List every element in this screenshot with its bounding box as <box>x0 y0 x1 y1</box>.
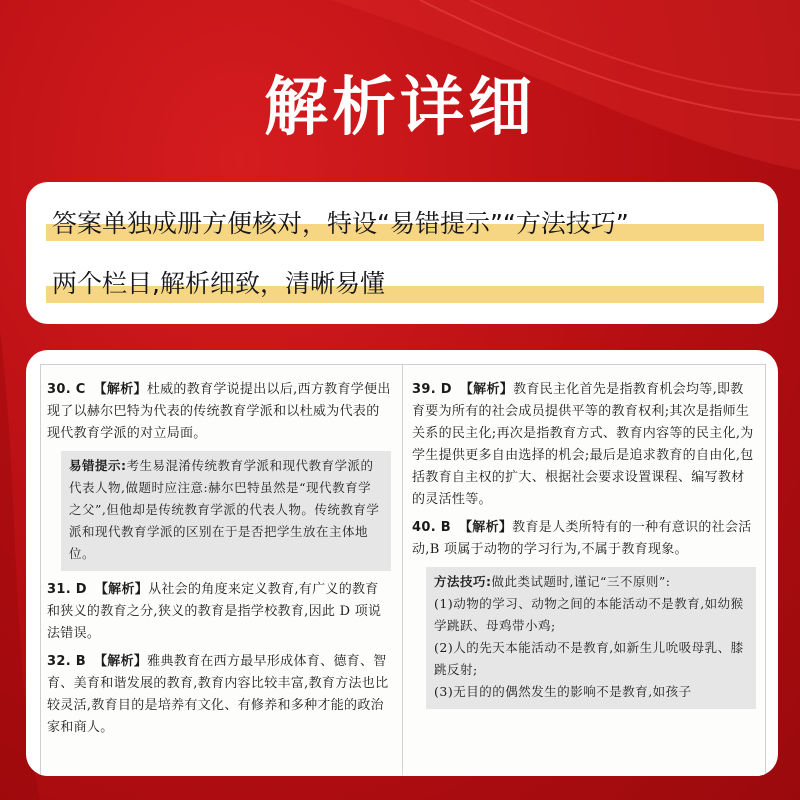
error-tip-box: 易错提示:考生易混淆传统教育学派和现代教育学派的代表人物,做题时应注意:赫尔巴特虽然是“现代教育学之父”,但他却是传统教育学派的代表人物。传统教育学派和现代教育学派的区别在于是否把学生放在主体地位。 <box>61 451 391 571</box>
answer-30: 30. C 【解析】杜威的教育学说提出以后,西方教育学便出现了以赫尔巴特为代表的传统教育学派和以杜威为代表的现代教育学派的对立局面。 <box>47 382 391 441</box>
method-tip-intro: 做此类试题时,谨记“三不原则”: <box>491 574 671 589</box>
right-column <box>412 379 756 717</box>
page-title: 解析详细 <box>264 71 536 145</box>
description-line-2: 两个栏目,解析细致，清晰易懂 <box>52 269 385 298</box>
answer-text: 从社会的角度来定义教育,有广义的教育和狭义的教育之分,狭义的教育是指学校教育,因此 D 项说法错误。 <box>47 582 382 641</box>
method-tip-item: (2)人的先天本能活动不是教育,如新生儿吮吸母乳、膝跳反射; <box>434 640 744 677</box>
sample-page-card <box>26 350 778 776</box>
method-tip-item: (3)无目的的偶然发生的影响不是教育,如孩子 <box>434 684 692 699</box>
answer-text: 雅典教育在西方最早形成体育、德育、智育、美育和谐发展的教育,教育内容比较丰富,教育方法也比较灵活,教育目的是培养有文化、有修养和多种才能的政治家和商人。 <box>47 654 389 735</box>
description-line-1: 答案单独成册方便核对，特设“易错提示”“方法技巧” <box>52 209 629 238</box>
answer-32: 32. B 【解析】雅典教育在西方最早形成体育、德育、智育、美育和谐发展的教育,教育内容比较丰富,教育方法也比较灵活,教育目的是培养有文化、有修养和多种才能的政治家和商人。 <box>47 654 389 735</box>
left-column <box>47 379 391 745</box>
method-tip-item: (1)动物的学习、动物之间的本能活动不是教育,如幼猴学跳跃、母鸡带小鸡; <box>434 596 744 633</box>
page-cutoff-fade <box>41 767 765 776</box>
method-tip-box: 方法技巧:做此类试题时,谨记“三不原则”: (1)动物的学习、动物之间的本能活动不是教育,如幼猴学跳跃、母鸡带小鸡; (2)人的先天本能活动不是教育,如新生儿吮吸母乳、膝跳反射; (3)无目的的偶然发生的影响不是教育,如孩子 <box>426 567 756 709</box>
answer-31: 31. D 【解析】从社会的角度来定义教育,有广义的教育和狭义的教育之分,狭义的教育是指学校教育,因此 D 项说法错误。 <box>47 582 382 641</box>
answer-39: 39. D 【解析】教育民主化首先是指教育机会均等,即教育要为所有的社会成员提供平等的教育权利;其次是指师生关系的民主化;再次是指教育方式、教育内容等的民主化,为学生提供更多自由选择的机会;最后是追求教育的自由化,包括教育自主权的扩大、根据社会要求设置课程、编写教材的灵活性等。 <box>412 382 754 507</box>
description-card <box>26 182 778 324</box>
answer-text: 杜威的教育学说提出以后,西方教育学便出现了以赫尔巴特为代表的传统教育学派和以杜威为代表的现代教育学派的对立局面。 <box>47 382 391 441</box>
column-divider <box>402 365 403 776</box>
answer-40: 40. B 【解析】教育是人类所特有的一种有意识的社会活动,B 项属于动物的学习行为,不属于教育现象。 <box>412 520 752 557</box>
answer-sheet <box>40 364 766 776</box>
error-tip-text: 考生易混淆传统教育学派和现代教育学派的代表人物,做题时应注意:赫尔巴特虽然是“现代教育学之父”,但他却是传统教育学派的代表人物。传统教育学派和现代教育学派的区别在于是否把学生放在主体地位。 <box>69 458 380 561</box>
answer-text: 教育是人类所特有的一种有意识的社会活动,B 项属于动物的学习行为,不属于教育现象。 <box>412 520 752 557</box>
answer-text: 教育民主化首先是指教育机会均等,即教育要为所有的社会成员提供平等的教育权利;其次是指师生关系的民主化;再次是指教育方式、教育内容等的民主化,为学生提供更多自由选择的机会;最后是追求教育的自由化,包括教育自主权的扩大、根据社会要求设置课程、编写教材的灵活性等。 <box>412 382 754 507</box>
